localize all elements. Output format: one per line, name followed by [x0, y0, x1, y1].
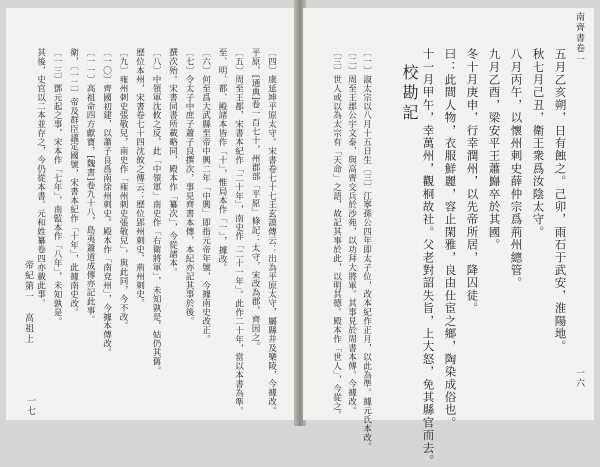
- left-page-number: 一七: [25, 396, 35, 416]
- note-column: 衛，〔一二〕帝及群臣議定國號，宋書本紀作「十年」，此據南史改。: [68, 48, 79, 317]
- note-column: 歷位本州，宋書卷七十四沈攸之傳云：歷位郢州刺史、荊州刺史。: [134, 48, 145, 308]
- collation-heading: 校勘記: [400, 64, 419, 124]
- note-column: 〔一一〕高祖命四方獻寶，[魏書]卷九十八，島夷蕭道成傳亦記此事。: [85, 48, 96, 324]
- text-column: 八月丙午，以懷州刺史薛仲宗爲荊州總管。: [509, 48, 524, 290]
- note-column: 〔六〕何至爲大武縣至帝中興二年「中興」即指元帝年號，今據南史改正。: [200, 48, 211, 344]
- text-column: 五月乙亥朔，日有蝕之。己卯，雨石于武安，淮陽地。: [553, 48, 568, 353]
- note-column: 〔三〕世人或以為太宗有「天命」之語，故記其事於此，以明其德。殿本作「世人」，今從之。: [331, 48, 342, 420]
- text-column: 九月乙酉，梁安平王蕭巋卒於其國。: [487, 48, 502, 252]
- note-column: 〔一〇〕齊國初建，以蕭子良爲南徐州刺史。殿本作「南兗州」，今據本傳改。: [101, 48, 112, 357]
- left-running-head: 帝紀第一 高祖上: [23, 260, 33, 345]
- left-page: [6, 8, 297, 420]
- right-page-number: 一六: [574, 368, 584, 388]
- note-column: 〔五〕周至王都，宋書本紀作「二十年」，南史作「二十一年」。此作二十年，當以本書為準。: [233, 48, 244, 416]
- note-column: 〔九〕雍州刺史張敬兒，南史作「雍州刺史張敬兒」，與此同，今不改。: [118, 48, 129, 331]
- text-column: 曰：此間人物，衣服鮮麗，容止閑雅，良由仕宦之鄉，陶染成俗也。: [443, 48, 458, 429]
- text-column: 十一月甲午，幸萬州，觀桐故社。父老對詔失旨，上大怒，免其縣官而去。: [421, 48, 436, 467]
- text-column: 秋七月己丑，衛王衆爲汝陰太守。: [531, 48, 546, 239]
- note-column: 〔一三〕鄧元起之事，宋本作「七年」，南監本作「八年」，未知孰是。: [52, 48, 63, 326]
- right-running-head: 南齊書卷一: [574, 12, 584, 65]
- note-column: 〔七〕令太子中庶子蕭子良撰次，事見齊書本傳，本紀亦記其事於後。: [184, 48, 195, 326]
- right-page: [303, 8, 594, 467]
- text-column: 冬十月庚申，行幸潤州，以先帝所居，降囚徒。: [465, 48, 480, 315]
- note-column: 〔二〕周至王郡公宇文泰，與高齊交兵於沙苑，以功拜大將軍。其事見於周書本傳。今據改。: [346, 48, 357, 415]
- note-column: 至、明、都、殿諸本皆作「十」，惟局本作「一」，據改。: [217, 48, 228, 273]
- note-column: 〔四〕康延坤平原太守。宋書卷七十七王玄謨傳云：出為平原太守，屬縣并及樂陵，今據改。: [266, 48, 277, 415]
- note-column: 撰次殆。宋書同書所載略同，殿本作「纂次」，今從諸本。: [167, 48, 178, 277]
- note-column: 其後，史官以二本並存之，今仍從本書。元和姓纂卷四亦載此事。: [35, 48, 46, 308]
- note-column: 平原，[通典]卷一百七十，州郡部「平原」條記：太守，宋改為郡，齊因之。: [250, 48, 261, 351]
- note-column: 〔八〕中領軍沈攸之反，此「中領軍」南史作「右衛將軍」，未知孰是，姑仍其舊。: [151, 48, 162, 375]
- note-column: 〔一〕淑太宗以八月十五日生〔三〕江寧孫公四年即太子位，改本紀作正月，以此為準。據元氏本改。: [361, 48, 372, 451]
